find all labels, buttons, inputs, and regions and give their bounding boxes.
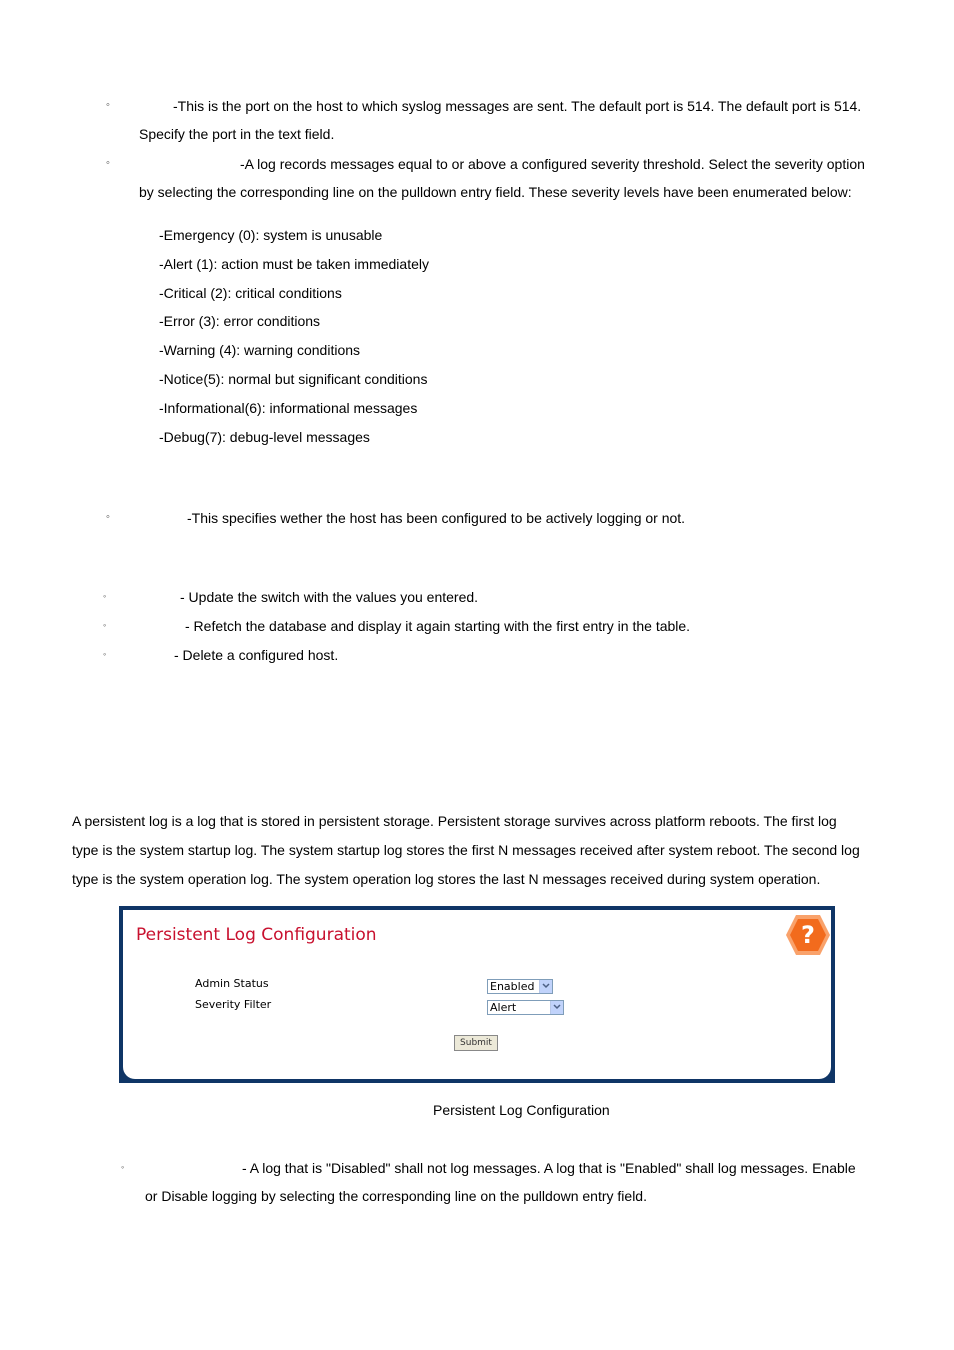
status-description: -This specifies wether the host has been configured to be actively logging or not. bbox=[187, 510, 686, 526]
severity-level-item: -Alert (1): action must be taken immediately bbox=[159, 256, 429, 272]
severity-level-item: -Warning (4): warning conditions bbox=[159, 342, 361, 358]
intro-paragraph-line2: type is the system startup log. The system startup log stores the first N messages received after system reboot. The second log bbox=[72, 842, 860, 858]
bullet-marker: ◦ bbox=[106, 157, 110, 169]
bullet-marker: ◦ bbox=[103, 649, 107, 659]
severity-description-line2: by selecting the corresponding line on the pulldown entry field. These severity levels have been enumerated below: bbox=[139, 184, 852, 200]
question-mark-icon[interactable] bbox=[784, 913, 832, 957]
severity-level-item: -Error (3): error conditions bbox=[159, 313, 321, 329]
submit-button[interactable]: Submit bbox=[454, 1035, 498, 1051]
svg-text:?: ? bbox=[801, 921, 815, 949]
chevron-down-icon bbox=[550, 1001, 563, 1014]
persistent-log-config-panel bbox=[119, 906, 835, 1083]
severity-filter-select[interactable] bbox=[487, 1000, 564, 1015]
admin-status-value: Enabled bbox=[490, 980, 535, 993]
figure-caption: Persistent Log Configuration bbox=[433, 1102, 610, 1118]
severity-level-item: -Notice(5): normal but significant conditions bbox=[159, 371, 428, 387]
bullet-marker: ◦ bbox=[103, 620, 107, 630]
bullet-marker: ◦ bbox=[103, 591, 107, 601]
delete-description: - Delete a configured host. bbox=[174, 647, 339, 663]
admin-status-description-line2: or Disable logging by selecting the corresponding line on the pulldown entry field. bbox=[145, 1188, 647, 1204]
port-description-line2: Specify the port in the text field. bbox=[139, 126, 335, 142]
severity-level-item: -Informational(6): informational messages bbox=[159, 400, 418, 416]
panel-content bbox=[123, 910, 831, 1079]
bullet-marker: ◦ bbox=[106, 511, 110, 523]
intro-paragraph-line3: type is the system operation log. The system operation log stores the last N messages received during system operation. bbox=[72, 871, 821, 887]
bullet-marker: ◦ bbox=[121, 1162, 125, 1172]
severity-filter-value: Alert bbox=[490, 1001, 517, 1014]
admin-status-description-line1: - A log that is "Disabled" shall not log messages. A log that is "Enabled" shall log messages. Enable bbox=[242, 1160, 856, 1176]
severity-level-item: -Emergency (0): system is unusable bbox=[159, 227, 383, 243]
severity-level-item: -Debug(7): debug-level messages bbox=[159, 429, 370, 445]
intro-paragraph-line1: A persistent log is a log that is stored in persistent storage. Persistent storage survives across platform reboots. The first log bbox=[72, 813, 837, 829]
chevron-down-icon bbox=[539, 980, 552, 993]
admin-status-label: Admin Status bbox=[195, 977, 269, 990]
admin-status-select[interactable] bbox=[487, 979, 553, 994]
severity-description-line1: -A log records messages equal to or above a configured severity threshold. Select the severity option bbox=[240, 156, 865, 172]
refresh-description: - Refetch the database and display it again starting with the first entry in the table. bbox=[185, 618, 691, 634]
bullet-marker: ◦ bbox=[106, 99, 110, 111]
port-description-line1: -This is the port on the host to which syslog messages are sent. The default port is 514. The default port is 514. bbox=[173, 98, 862, 114]
panel-title: Persistent Log Configuration bbox=[136, 925, 377, 945]
severity-level-item: -Critical (2): critical conditions bbox=[159, 285, 342, 301]
severity-filter-label: Severity Filter bbox=[195, 998, 272, 1011]
submit-description: - Update the switch with the values you entered. bbox=[180, 589, 479, 605]
